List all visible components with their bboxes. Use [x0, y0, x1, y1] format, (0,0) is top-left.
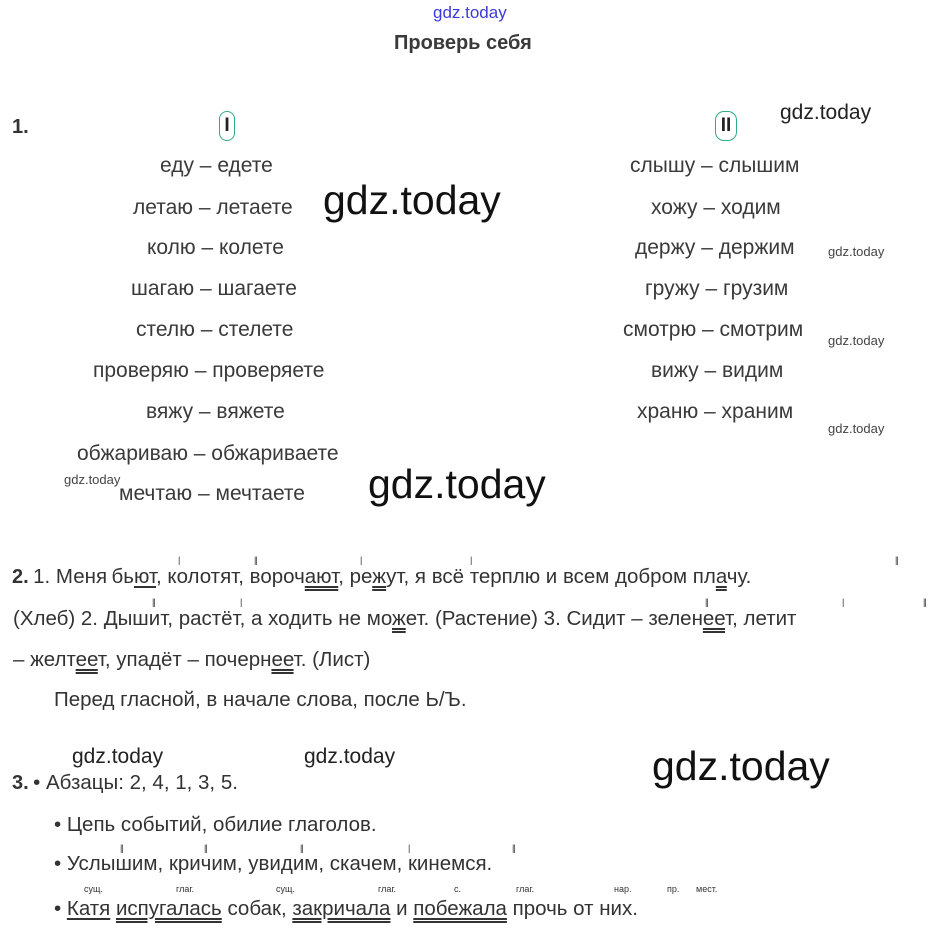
part-of-speech-tag: глаг. [516, 884, 535, 894]
part-of-speech-tag: мест. [696, 884, 718, 894]
column-label-ii: II [715, 111, 737, 141]
watermark: gdz.today [64, 472, 121, 487]
watermark: gdz.today [72, 745, 164, 768]
word-pair: шагаю – шагаете [131, 277, 297, 300]
rule-note: Перед гласной, в начале слова, после Ь/Ъ. [54, 688, 467, 711]
part-of-speech-tag: с. [454, 884, 462, 894]
watermark: gdz.today [433, 3, 507, 22]
part-of-speech-tag: сущ. [276, 884, 295, 894]
underlined-letter: ж [392, 607, 406, 630]
underlined-ending: ее [75, 648, 98, 671]
word-pair: храню – храним [637, 400, 794, 423]
predicate-word: закричала [292, 897, 391, 920]
word-pair: колю – колете [147, 236, 284, 259]
watermark: gdz.today [780, 101, 872, 124]
word-pair: проверяю – проверяете [93, 359, 325, 382]
exercise-3-line-4: • Катя испугалась собак, закричала и побежала прочь от них. [54, 897, 638, 920]
word-pair: еду – едете [160, 154, 273, 177]
conjugation-mark: || [512, 843, 515, 853]
watermark: gdz.today [368, 461, 546, 507]
conjugation-mark: || [923, 597, 926, 607]
word-pair: смотрю – смотрим [623, 318, 804, 341]
exercise-number: 2. [12, 566, 29, 588]
exercise-2-line-1: 2. 1. Меня бьют, колотят, ворочают, режут, я всё терплю и всем добром плачу. [12, 565, 752, 588]
word-pair: держу – держим [635, 236, 795, 259]
word-pair: стелю – стелете [136, 318, 294, 341]
underlined-letter: ж [372, 565, 387, 588]
column-label-i: I [219, 111, 235, 141]
conjugation-mark: || [254, 555, 257, 565]
watermark: gdz.today [652, 743, 830, 789]
conjugation-mark: || [204, 843, 207, 853]
underlined-ending: ют [133, 565, 156, 588]
watermark: gdz.today [828, 333, 885, 348]
part-of-speech-tag: глаг. [378, 884, 397, 894]
underlined-ending: ее [702, 607, 726, 630]
part-of-speech-tag: пр. [667, 884, 680, 894]
watermark: gdz.today [323, 177, 501, 223]
conjugation-mark: || [300, 843, 303, 853]
conjugation-mark: | [360, 555, 362, 565]
conjugation-mark: | [470, 555, 472, 565]
conjugation-mark: || [120, 843, 123, 853]
exercise-2-line-3: – желтеет, упадёт – почернеет. (Лист) [13, 648, 371, 671]
conjugation-mark: | [240, 597, 242, 607]
underlined-ending: ают [304, 565, 339, 588]
exercise-3-line-2: • Цепь событий, обилие глаголов. [54, 813, 377, 836]
word-pair: вижу – видим [651, 359, 784, 382]
word-pair: вяжу – вяжете [146, 400, 285, 423]
part-of-speech-tag: сущ. [84, 884, 103, 894]
conjugation-mark: || [705, 597, 708, 607]
word-pair: гружу – грузим [645, 277, 789, 300]
exercise-2-line-2: (Хлеб) 2. Дышит, растёт, а ходить не может. (Растение) 3. Сидит – зеленеет, летит [13, 607, 797, 630]
part-of-speech-tag: нар. [614, 884, 632, 894]
predicate-word: испугалась [115, 897, 222, 920]
exercise-3-line-1: 3. • Абзацы: 2, 4, 1, 3, 5. [12, 771, 238, 794]
underlined-ending: ее [271, 648, 294, 671]
page-title: Проверь себя [394, 32, 532, 54]
conjugation-mark: | [178, 555, 180, 565]
conjugation-mark: | [408, 843, 410, 853]
conjugation-mark: | [842, 597, 844, 607]
conjugation-mark: || [152, 597, 155, 607]
word-pair: хожу – ходим [651, 196, 781, 219]
part-of-speech-tag: глаг. [176, 884, 195, 894]
predicate-word: побежала [413, 897, 507, 920]
watermark: gdz.today [304, 745, 396, 768]
exercise-3-line-3: • Услышим, кричим, увидим, скачем, кинемся. [54, 852, 493, 875]
subject-word: Катя [66, 897, 111, 920]
watermark: gdz.today [828, 244, 885, 259]
underlined-letter: а [715, 565, 727, 588]
watermark: gdz.today [828, 421, 885, 436]
exercise-number: 3. [12, 772, 29, 794]
word-pair: мечтаю – мечтаете [119, 482, 305, 505]
word-pair: обжариваю – обжариваете [77, 442, 339, 465]
word-pair: слышу – слышим [630, 154, 800, 177]
conjugation-mark: || [895, 555, 898, 565]
word-pair: летаю – летаете [133, 196, 293, 219]
exercise-number: 1. [12, 116, 29, 138]
